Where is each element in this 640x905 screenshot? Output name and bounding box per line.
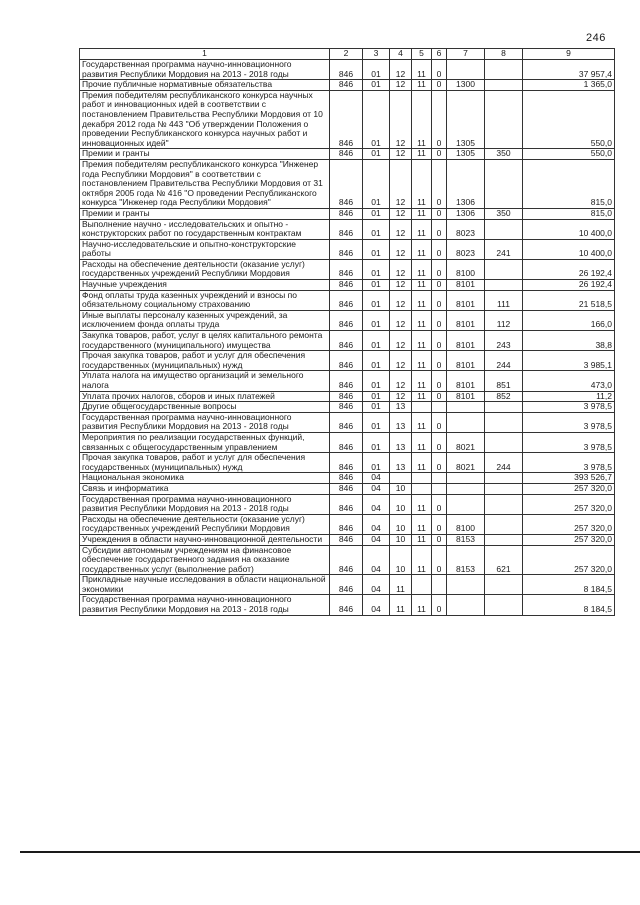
code-section-cell: 01 <box>363 208 390 219</box>
amount-cell: 473,0 <box>523 371 615 391</box>
code-admin-cell: 846 <box>330 310 363 330</box>
code-target-cell <box>447 494 485 514</box>
code-program-cell: 11 <box>412 351 432 371</box>
code-section-cell: 01 <box>363 280 390 291</box>
code-subprogram-cell: 0 <box>432 534 447 545</box>
table-row <box>80 208 615 219</box>
code-admin-cell: 846 <box>330 453 363 473</box>
code-program-cell: 11 <box>412 310 432 330</box>
code-subprogram-cell: 0 <box>432 259 447 279</box>
code-subsection-cell: 12 <box>390 149 412 160</box>
code-subsection-cell: 12 <box>390 80 412 91</box>
code-admin-cell: 846 <box>330 351 363 371</box>
budget-table <box>79 48 615 616</box>
code-subsection-cell: 11 <box>390 575 412 595</box>
row-name-cell: Фонд оплаты труда казенных учреждений и взносы по обязательному социальному страхованию <box>80 290 330 310</box>
code-expense-type-cell <box>485 595 523 615</box>
column-header: 4 <box>390 49 412 60</box>
code-expense-type-cell: 243 <box>485 331 523 351</box>
table-row <box>80 595 615 615</box>
code-subprogram-cell: 0 <box>432 149 447 160</box>
code-section-cell: 01 <box>363 310 390 330</box>
code-admin-cell: 846 <box>330 371 363 391</box>
table-row <box>80 545 615 575</box>
code-target-cell: 8101 <box>447 371 485 391</box>
table-row <box>80 159 615 208</box>
code-target-cell: 1306 <box>447 208 485 219</box>
code-subsection-cell: 12 <box>390 239 412 259</box>
code-program-cell: 11 <box>412 534 432 545</box>
code-expense-type-cell <box>485 514 523 534</box>
code-target-cell: 1305 <box>447 90 485 149</box>
row-name-cell: Научные учреждения <box>80 280 330 291</box>
code-section-cell: 01 <box>363 453 390 473</box>
code-subsection-cell: 12 <box>390 391 412 402</box>
amount-cell: 257 320,0 <box>523 545 615 575</box>
code-subsection-cell: 13 <box>390 432 412 452</box>
code-expense-type-cell <box>485 60 523 80</box>
code-section-cell: 01 <box>363 351 390 371</box>
code-expense-type-cell <box>485 534 523 545</box>
row-name-cell: Государственная программа научно-инновационного развития Республики Мордовия на 2013 - 2018 годы <box>80 494 330 514</box>
row-name-cell: Субсидии автономным учреждениям на финансовое обеспечение государственного задания на оказание государственных услуг (выполнение работ) <box>80 545 330 575</box>
code-expense-type-cell: 244 <box>485 453 523 473</box>
amount-cell: 8 184,5 <box>523 575 615 595</box>
amount-cell: 257 320,0 <box>523 534 615 545</box>
table-row <box>80 483 615 494</box>
code-section-cell: 01 <box>363 331 390 351</box>
table-body <box>80 60 615 616</box>
code-subsection-cell: 10 <box>390 483 412 494</box>
row-name-cell: Государственная программа научно-инновационного развития Республики Мордовия на 2013 - 2018 годы <box>80 60 330 80</box>
row-name-cell: Премии и гранты <box>80 208 330 219</box>
column-header: 1 <box>80 49 330 60</box>
code-subprogram-cell: 0 <box>432 453 447 473</box>
code-target-cell: 8101 <box>447 310 485 330</box>
code-program-cell: 11 <box>412 290 432 310</box>
amount-cell: 257 320,0 <box>523 483 615 494</box>
code-subprogram-cell: 0 <box>432 290 447 310</box>
code-program-cell: 11 <box>412 280 432 291</box>
amount-cell: 11,2 <box>523 391 615 402</box>
table-row <box>80 239 615 259</box>
code-subsection-cell <box>390 473 412 484</box>
code-section-cell: 01 <box>363 290 390 310</box>
code-expense-type-cell <box>485 402 523 413</box>
code-admin-cell: 846 <box>330 514 363 534</box>
code-target-cell: 1306 <box>447 159 485 208</box>
code-expense-type-cell <box>485 259 523 279</box>
amount-cell: 3 985,1 <box>523 351 615 371</box>
table-row <box>80 80 615 91</box>
code-admin-cell: 846 <box>330 239 363 259</box>
amount-cell: 26 192,4 <box>523 259 615 279</box>
code-subprogram-cell: 0 <box>432 595 447 615</box>
code-section-cell: 04 <box>363 473 390 484</box>
code-subprogram-cell: 0 <box>432 208 447 219</box>
code-subprogram-cell: 0 <box>432 331 447 351</box>
code-program-cell: 11 <box>412 90 432 149</box>
code-subsection-cell: 12 <box>390 310 412 330</box>
code-subprogram-cell: 0 <box>432 432 447 452</box>
code-section-cell: 01 <box>363 219 390 239</box>
code-subprogram-cell: 0 <box>432 280 447 291</box>
row-name-cell: Научно-исследовательские и опытно-конструкторские работы <box>80 239 330 259</box>
code-subprogram-cell: 0 <box>432 159 447 208</box>
code-subsection-cell: 12 <box>390 219 412 239</box>
table-row <box>80 280 615 291</box>
row-name-cell: Выполнение научно - исследовательских и опытно - конструкторских работ по государственным контрактам <box>80 219 330 239</box>
table-row <box>80 149 615 160</box>
amount-cell: 21 518,5 <box>523 290 615 310</box>
code-subprogram-cell: 0 <box>432 371 447 391</box>
code-expense-type-cell: 852 <box>485 391 523 402</box>
table-row <box>80 310 615 330</box>
code-subsection-cell: 11 <box>390 595 412 615</box>
code-target-cell: 8023 <box>447 239 485 259</box>
code-subsection-cell: 12 <box>390 208 412 219</box>
code-section-cell: 04 <box>363 483 390 494</box>
code-expense-type-cell: 111 <box>485 290 523 310</box>
table-row <box>80 432 615 452</box>
row-name-cell: Премия победителям республиканского конкурса научных работ и инновационных идей в соответствии с постановлением Правительства Республики Мордовия от 10 декабря 2012 года № 443 "Об утверждении Положения о проведении Республиканского конкурса научных работ и инновационных идей" <box>80 90 330 149</box>
code-program-cell: 11 <box>412 208 432 219</box>
amount-cell: 1 365,0 <box>523 80 615 91</box>
code-section-cell: 01 <box>363 412 390 432</box>
code-section-cell: 01 <box>363 159 390 208</box>
code-section-cell: 04 <box>363 545 390 575</box>
code-section-cell: 04 <box>363 494 390 514</box>
code-subsection-cell: 13 <box>390 453 412 473</box>
column-header: 8 <box>485 49 523 60</box>
code-target-cell <box>447 483 485 494</box>
code-program-cell <box>412 483 432 494</box>
amount-cell: 3 978,5 <box>523 432 615 452</box>
code-admin-cell: 846 <box>330 80 363 91</box>
code-expense-type-cell: 244 <box>485 351 523 371</box>
code-section-cell: 01 <box>363 90 390 149</box>
code-target-cell: 8101 <box>447 280 485 291</box>
amount-cell: 38,8 <box>523 331 615 351</box>
code-target-cell: 8100 <box>447 514 485 534</box>
code-subprogram-cell <box>432 473 447 484</box>
row-name-cell: Прочая закупка товаров, работ и услуг для обеспечения государственных (муниципальных) нужд <box>80 453 330 473</box>
code-admin-cell: 846 <box>330 412 363 432</box>
code-subsection-cell: 12 <box>390 280 412 291</box>
code-section-cell: 04 <box>363 595 390 615</box>
code-subsection-cell: 10 <box>390 514 412 534</box>
code-section-cell: 01 <box>363 259 390 279</box>
code-expense-type-cell <box>485 412 523 432</box>
row-name-cell: Связь и информатика <box>80 483 330 494</box>
row-name-cell: Закупка товаров, работ, услуг в целях капитального ремонта государственного (муниципального) имущества <box>80 331 330 351</box>
amount-cell: 257 320,0 <box>523 514 615 534</box>
code-section-cell: 04 <box>363 514 390 534</box>
code-program-cell: 11 <box>412 149 432 160</box>
table-row <box>80 371 615 391</box>
code-subprogram-cell <box>432 575 447 595</box>
code-target-cell: 1305 <box>447 149 485 160</box>
code-target-cell <box>447 473 485 484</box>
code-program-cell <box>412 402 432 413</box>
code-subsection-cell: 12 <box>390 90 412 149</box>
code-program-cell: 11 <box>412 80 432 91</box>
table-row <box>80 290 615 310</box>
row-name-cell: Премии и гранты <box>80 149 330 160</box>
table-row <box>80 259 615 279</box>
code-subprogram-cell: 0 <box>432 494 447 514</box>
code-subprogram-cell: 0 <box>432 60 447 80</box>
column-header: 9 <box>523 49 615 60</box>
amount-cell: 3 978,5 <box>523 453 615 473</box>
code-program-cell: 11 <box>412 239 432 259</box>
code-section-cell: 01 <box>363 80 390 91</box>
table-header-row <box>80 49 615 60</box>
code-admin-cell: 846 <box>330 473 363 484</box>
code-subsection-cell: 12 <box>390 60 412 80</box>
row-name-cell: Национальная экономика <box>80 473 330 484</box>
code-section-cell: 01 <box>363 239 390 259</box>
row-name-cell: Прочая закупка товаров, работ и услуг для обеспечения государственных (муниципальных) нужд <box>80 351 330 371</box>
row-name-cell: Учреждения в области научно-инновационной деятельности <box>80 534 330 545</box>
code-admin-cell: 846 <box>330 90 363 149</box>
code-admin-cell: 846 <box>330 331 363 351</box>
row-name-cell: Уплата налога на имущество организаций и земельного налога <box>80 371 330 391</box>
amount-cell: 3 978,5 <box>523 402 615 413</box>
column-header: 3 <box>363 49 390 60</box>
amount-cell: 26 192,4 <box>523 280 615 291</box>
code-target-cell <box>447 575 485 595</box>
code-program-cell: 11 <box>412 259 432 279</box>
code-expense-type-cell <box>485 473 523 484</box>
code-subprogram-cell: 0 <box>432 90 447 149</box>
code-expense-type-cell <box>485 483 523 494</box>
column-header: 5 <box>412 49 432 60</box>
table-row <box>80 90 615 149</box>
code-subsection-cell: 12 <box>390 259 412 279</box>
code-program-cell: 11 <box>412 331 432 351</box>
code-admin-cell: 846 <box>330 259 363 279</box>
code-admin-cell: 846 <box>330 575 363 595</box>
code-admin-cell: 846 <box>330 402 363 413</box>
code-program-cell: 11 <box>412 60 432 80</box>
code-target-cell <box>447 402 485 413</box>
code-target-cell <box>447 412 485 432</box>
code-subprogram-cell <box>432 483 447 494</box>
code-section-cell: 01 <box>363 371 390 391</box>
code-section-cell: 01 <box>363 391 390 402</box>
code-program-cell: 11 <box>412 371 432 391</box>
code-program-cell <box>412 575 432 595</box>
table-row <box>80 514 615 534</box>
amount-cell: 3 978,5 <box>523 412 615 432</box>
code-subsection-cell: 10 <box>390 494 412 514</box>
row-name-cell: Мероприятия по реализации государственных функций, связанных с общегосударственным управлением <box>80 432 330 452</box>
amount-cell: 550,0 <box>523 90 615 149</box>
code-program-cell: 11 <box>412 432 432 452</box>
code-target-cell: 8021 <box>447 453 485 473</box>
row-name-cell: Другие общегосударственные вопросы <box>80 402 330 413</box>
code-subprogram-cell: 0 <box>432 391 447 402</box>
code-subsection-cell: 10 <box>390 545 412 575</box>
code-admin-cell: 846 <box>330 159 363 208</box>
bottom-rule <box>20 851 640 853</box>
code-expense-type-cell <box>485 432 523 452</box>
code-section-cell: 01 <box>363 149 390 160</box>
code-admin-cell: 846 <box>330 149 363 160</box>
amount-cell: 10 400,0 <box>523 239 615 259</box>
code-section-cell: 01 <box>363 402 390 413</box>
table-row <box>80 575 615 595</box>
code-program-cell: 11 <box>412 545 432 575</box>
code-subprogram-cell <box>432 402 447 413</box>
code-subprogram-cell: 0 <box>432 310 447 330</box>
code-section-cell: 04 <box>363 575 390 595</box>
code-subsection-cell: 12 <box>390 351 412 371</box>
code-expense-type-cell: 851 <box>485 371 523 391</box>
code-expense-type-cell: 241 <box>485 239 523 259</box>
row-name-cell: Государственная программа научно-инновационного развития Республики Мордовия на 2013 - 2018 годы <box>80 595 330 615</box>
code-admin-cell: 846 <box>330 290 363 310</box>
amount-cell: 37 957,4 <box>523 60 615 80</box>
code-subprogram-cell: 0 <box>432 219 447 239</box>
code-program-cell: 11 <box>412 494 432 514</box>
code-target-cell: 8101 <box>447 331 485 351</box>
code-program-cell <box>412 473 432 484</box>
row-name-cell: Премия победителям республиканского конкурса "Инженер года Республики Мордовия" в соответствии с постановлением Правительства Республики Мордовия от 31 октября 2005 года № 416 "О проведении Республиканского конкурса "Инженер года Республики Мордовия" <box>80 159 330 208</box>
code-target-cell: 8100 <box>447 259 485 279</box>
code-program-cell: 11 <box>412 595 432 615</box>
code-program-cell: 11 <box>412 219 432 239</box>
code-target-cell: 8023 <box>447 219 485 239</box>
amount-cell: 8 184,5 <box>523 595 615 615</box>
code-subsection-cell: 10 <box>390 534 412 545</box>
code-subprogram-cell: 0 <box>432 545 447 575</box>
code-subprogram-cell: 0 <box>432 514 447 534</box>
table-row <box>80 453 615 473</box>
amount-cell: 393 526,7 <box>523 473 615 484</box>
row-name-cell: Уплата прочих налогов, сборов и иных платежей <box>80 391 330 402</box>
code-target-cell: 8021 <box>447 432 485 452</box>
code-target-cell <box>447 595 485 615</box>
code-expense-type-cell: 621 <box>485 545 523 575</box>
code-section-cell: 04 <box>363 534 390 545</box>
code-program-cell: 11 <box>412 412 432 432</box>
row-name-cell: Прикладные научные исследования в области национальной экономики <box>80 575 330 595</box>
code-expense-type-cell: 350 <box>485 208 523 219</box>
code-target-cell: 8101 <box>447 351 485 371</box>
code-subprogram-cell: 0 <box>432 351 447 371</box>
code-expense-type-cell <box>485 219 523 239</box>
amount-cell: 815,0 <box>523 208 615 219</box>
code-subsection-cell: 13 <box>390 402 412 413</box>
code-expense-type-cell: 112 <box>485 310 523 330</box>
table-row <box>80 351 615 371</box>
code-target-cell: 8101 <box>447 391 485 402</box>
table-row <box>80 60 615 80</box>
code-admin-cell: 846 <box>330 280 363 291</box>
row-name-cell: Государственная программа научно-инновационного развития Республики Мордовия на 2013 - 2018 годы <box>80 412 330 432</box>
code-program-cell: 11 <box>412 391 432 402</box>
row-name-cell: Прочие публичные нормативные обязательства <box>80 80 330 91</box>
code-expense-type-cell <box>485 159 523 208</box>
amount-cell: 257 320,0 <box>523 494 615 514</box>
row-name-cell: Расходы на обеспечение деятельности (оказание услуг) государственных учреждений Республики Мордовия <box>80 259 330 279</box>
row-name-cell: Иные выплаты персоналу казенных учреждений, за исключением фонда оплаты труда <box>80 310 330 330</box>
code-subprogram-cell: 0 <box>432 239 447 259</box>
code-expense-type-cell <box>485 80 523 91</box>
code-admin-cell: 846 <box>330 219 363 239</box>
column-header: 6 <box>432 49 447 60</box>
table-row <box>80 494 615 514</box>
table-row <box>80 412 615 432</box>
code-subprogram-cell: 0 <box>432 80 447 91</box>
code-subsection-cell: 12 <box>390 159 412 208</box>
table-row <box>80 391 615 402</box>
code-target-cell: 8153 <box>447 534 485 545</box>
code-expense-type-cell <box>485 90 523 149</box>
table-row <box>80 473 615 484</box>
code-program-cell: 11 <box>412 514 432 534</box>
code-admin-cell: 846 <box>330 483 363 494</box>
code-subsection-cell: 12 <box>390 331 412 351</box>
code-subsection-cell: 12 <box>390 290 412 310</box>
table-row <box>80 402 615 413</box>
amount-cell: 10 400,0 <box>523 219 615 239</box>
code-expense-type-cell <box>485 280 523 291</box>
code-admin-cell: 846 <box>330 391 363 402</box>
code-program-cell: 11 <box>412 453 432 473</box>
code-target-cell: 8153 <box>447 545 485 575</box>
amount-cell: 815,0 <box>523 159 615 208</box>
code-target-cell <box>447 60 485 80</box>
code-admin-cell: 846 <box>330 208 363 219</box>
code-target-cell: 1300 <box>447 80 485 91</box>
code-target-cell: 8101 <box>447 290 485 310</box>
code-subsection-cell: 12 <box>390 371 412 391</box>
row-name-cell: Расходы на обеспечение деятельности (оказание услуг) государственных учреждений Республики Мордовия <box>80 514 330 534</box>
code-subsection-cell: 13 <box>390 412 412 432</box>
table-row <box>80 331 615 351</box>
page-number: 246 <box>586 32 606 44</box>
column-header: 7 <box>447 49 485 60</box>
column-header: 2 <box>330 49 363 60</box>
code-admin-cell: 846 <box>330 534 363 545</box>
code-program-cell: 11 <box>412 159 432 208</box>
amount-cell: 166,0 <box>523 310 615 330</box>
code-admin-cell: 846 <box>330 545 363 575</box>
table-row <box>80 219 615 239</box>
code-admin-cell: 846 <box>330 60 363 80</box>
table-row <box>80 534 615 545</box>
code-expense-type-cell: 350 <box>485 149 523 160</box>
code-expense-type-cell <box>485 494 523 514</box>
code-section-cell: 01 <box>363 60 390 80</box>
code-admin-cell: 846 <box>330 494 363 514</box>
amount-cell: 550,0 <box>523 149 615 160</box>
code-section-cell: 01 <box>363 432 390 452</box>
code-admin-cell: 846 <box>330 432 363 452</box>
code-admin-cell: 846 <box>330 595 363 615</box>
code-subprogram-cell: 0 <box>432 412 447 432</box>
code-expense-type-cell <box>485 575 523 595</box>
